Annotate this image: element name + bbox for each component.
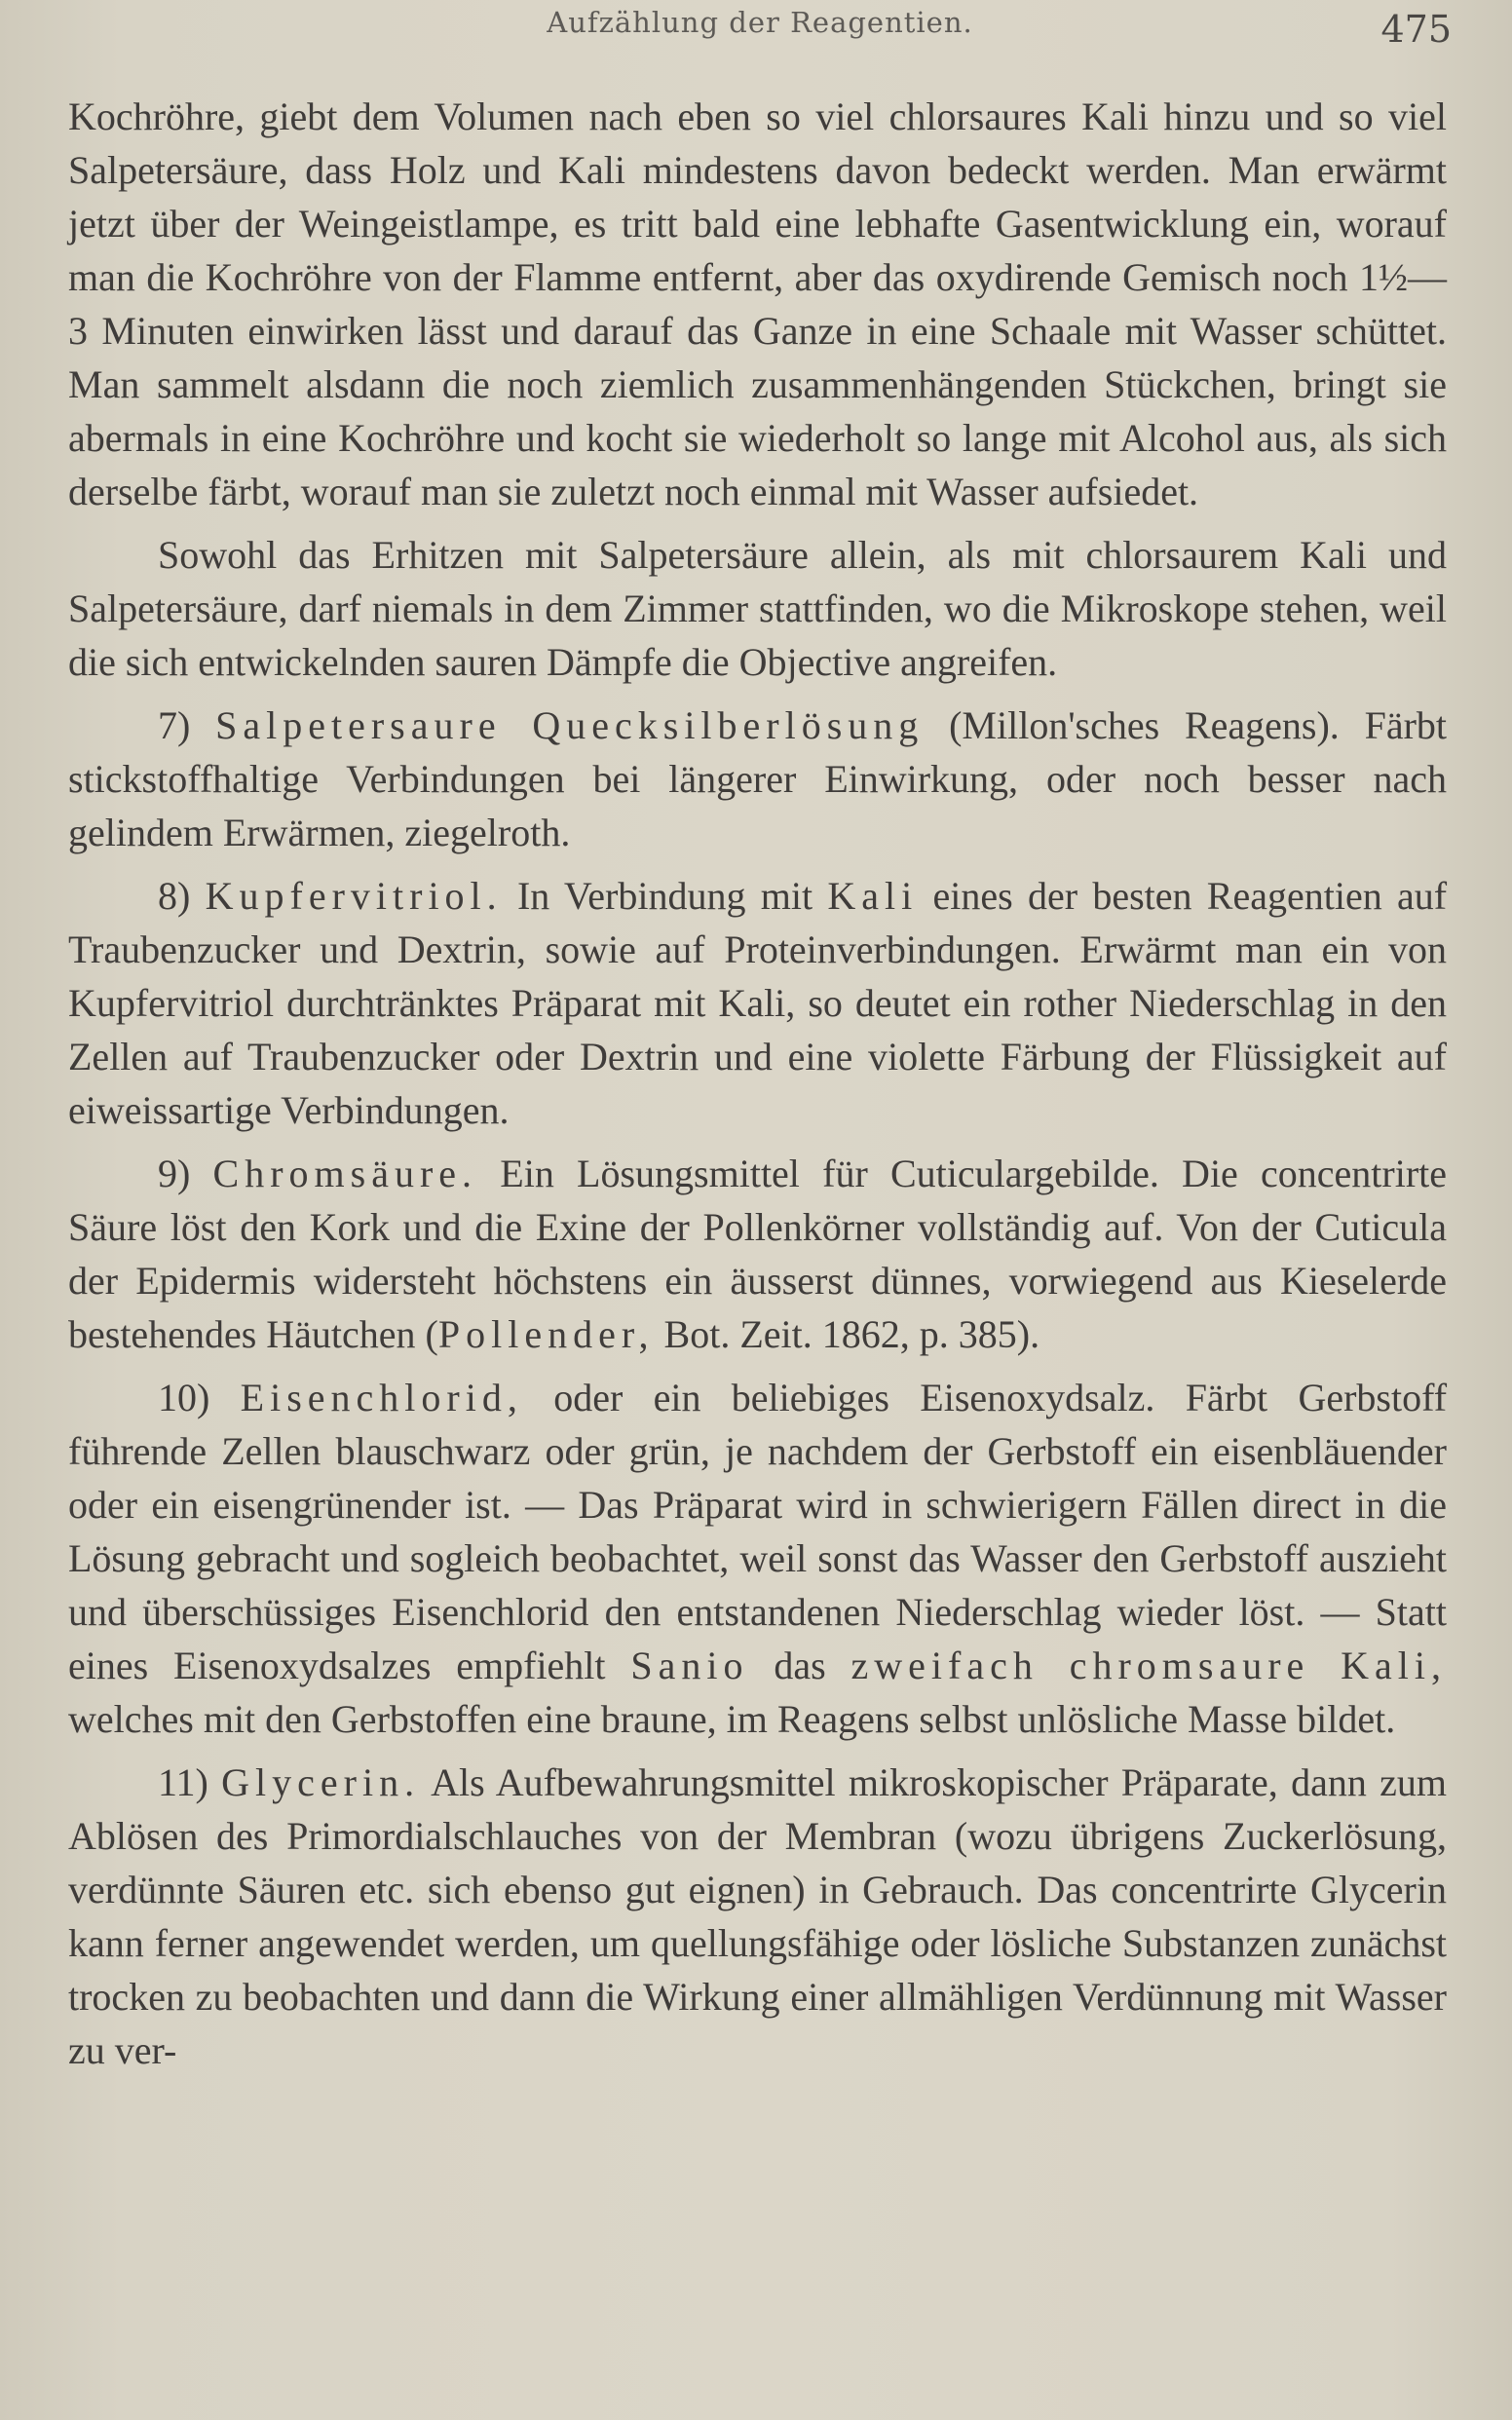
item-text: In Verbindung mit xyxy=(516,874,813,918)
reagent-term: Kupfervitriol. xyxy=(205,874,503,918)
paragraph-item-9 xyxy=(68,1147,1447,1361)
item-text: das xyxy=(774,1644,826,1687)
item-text: welches mit den Gerbstoffen eine braune, im Reagens selbst unlösliche Masse bildet. xyxy=(68,1697,1396,1741)
body-text xyxy=(68,90,1447,2087)
item-number: 9) xyxy=(158,1152,191,1195)
item-number: 11) xyxy=(158,1760,208,1804)
item-text: Ein Lösungsmittel für Cuticulargebilde. Die concentrirte Säure löst den Kork und die Exine der Pollenkörner vollständig auf. Von der Cuticula der Epidermis widersteht höchstens ein äusserst dünnes, vorwiegend aus Kieselerde bestehendes Häutchen ( xyxy=(68,1152,1448,1356)
reagent-term-inline: zweifach chromsaure Kali, xyxy=(850,1644,1447,1687)
running-head: Aufzählung der Reagentien. xyxy=(547,6,973,39)
page-header xyxy=(68,0,1452,57)
reagent-term: Salpetersaure Quecksilberlösung xyxy=(215,703,925,747)
item-number: 10) xyxy=(158,1376,210,1419)
item-text: Als Aufbewahrungsmittel mikroskopischer Präparate, dann zum Ablösen des Primordialschlauches von der Membran (wozu übrigens Zuckerlösung, verdünnte Säuren etc. sich ebenso gut eignen) in Gebrauch. Das concentrirte Glycerin kann ferner angewendet werden, um quellungsfähige oder lösliche Substanzen zunächst trocken zu beobachten und dann die Wirkung einer allmähligen Verdünnung mit Wasser zu ver- xyxy=(68,1760,1447,2072)
author-name: Sanio xyxy=(630,1644,749,1687)
author-name: Pollender, xyxy=(437,1312,655,1356)
item-text: (Millon'sches Reagens). Färbt stickstoffhaltige Verbindungen bei längerer Einwirkung, oder noch besser nach gelindem Erwärmen, ziegelroth. xyxy=(68,703,1448,854)
paragraph-item-10 xyxy=(68,1371,1447,1746)
reagent-term: Chromsäure. xyxy=(212,1152,478,1195)
item-number: 7) xyxy=(158,703,191,747)
paragraph-continuation: Kochröhre, giebt dem Volumen nach eben so viel chlorsaures Kali hinzu und so viel Salpetersäure, dass Holz und Kali mindestens davon bedeckt werden. Man erwärmt jetzt über der Weingeistlampe, es tritt bald eine lebhafte Gasentwicklung ein, worauf man die Kochröhre von der Flamme entfernt, aber das oxydirende Gemisch noch 1½—3 Minuten einwirken lässt und darauf das Ganze in eine Schaale mit Wasser schüttet. Man sammelt alsdann die noch ziemlich zusammenhängenden Stückchen, bringt sie abermals in eine Kochröhre und kocht sie wiederholt so lange mit Alcohol aus, als sich derselbe färbt, worauf man sie zuletzt noch einmal mit Wasser aufsiedet. xyxy=(68,95,1447,513)
reagent-term: Glycerin. xyxy=(221,1760,421,1804)
paragraph-item-7 xyxy=(68,699,1447,859)
paragraph-warning: Sowohl das Erhitzen mit Salpetersäure allein, als mit chlorsaurem Kali und Salpetersäure, darf niemals in dem Zimmer stattfinden, wo die Mikroskope stehen, weil die sich entwickelnden sauren Dämpfe die Objective angreifen. xyxy=(68,533,1447,684)
reagent-term: Eisenchlorid, xyxy=(240,1376,523,1419)
item-text: Bot. Zeit. 1862, p. 385). xyxy=(663,1312,1040,1356)
item-text: eines der besten Reagentien auf Traubenzucker und Dextrin, sowie auf Proteinverbindungen. Erwärmt man ein von Kupfervitriol durchtränktes Präparat mit Kali, so deutet ein rother Niederschlag in den Zellen auf Traubenzucker oder Dextrin und eine violette Färbung der Flüssigkeit auf eiweissartige Verbindungen. xyxy=(68,874,1448,1132)
reagent-term-inline: Kali xyxy=(827,874,919,918)
page-number: 475 xyxy=(1380,8,1452,51)
item-number: 8) xyxy=(158,874,191,918)
item-text: oder ein beliebiges Eisenoxydsalz. Färbt Gerbstoff führende Zellen blauschwarz oder grün, je nachdem der Gerbstoff ein eisenbläuender oder ein eisengrünender ist. — Das Präparat wird in schwierigern Fällen direct in die Lösung gebracht und sogleich beobachtet, weil sonst das Wasser den Gerbstoff auszieht und überschüssiges Eisenchlorid den entstandenen Niederschlag wieder löst. — Statt eines Eisenoxydsalzes empfiehlt xyxy=(68,1376,1448,1687)
paragraph-item-8 xyxy=(68,869,1447,1137)
paragraph-item-11 xyxy=(68,1756,1447,2077)
